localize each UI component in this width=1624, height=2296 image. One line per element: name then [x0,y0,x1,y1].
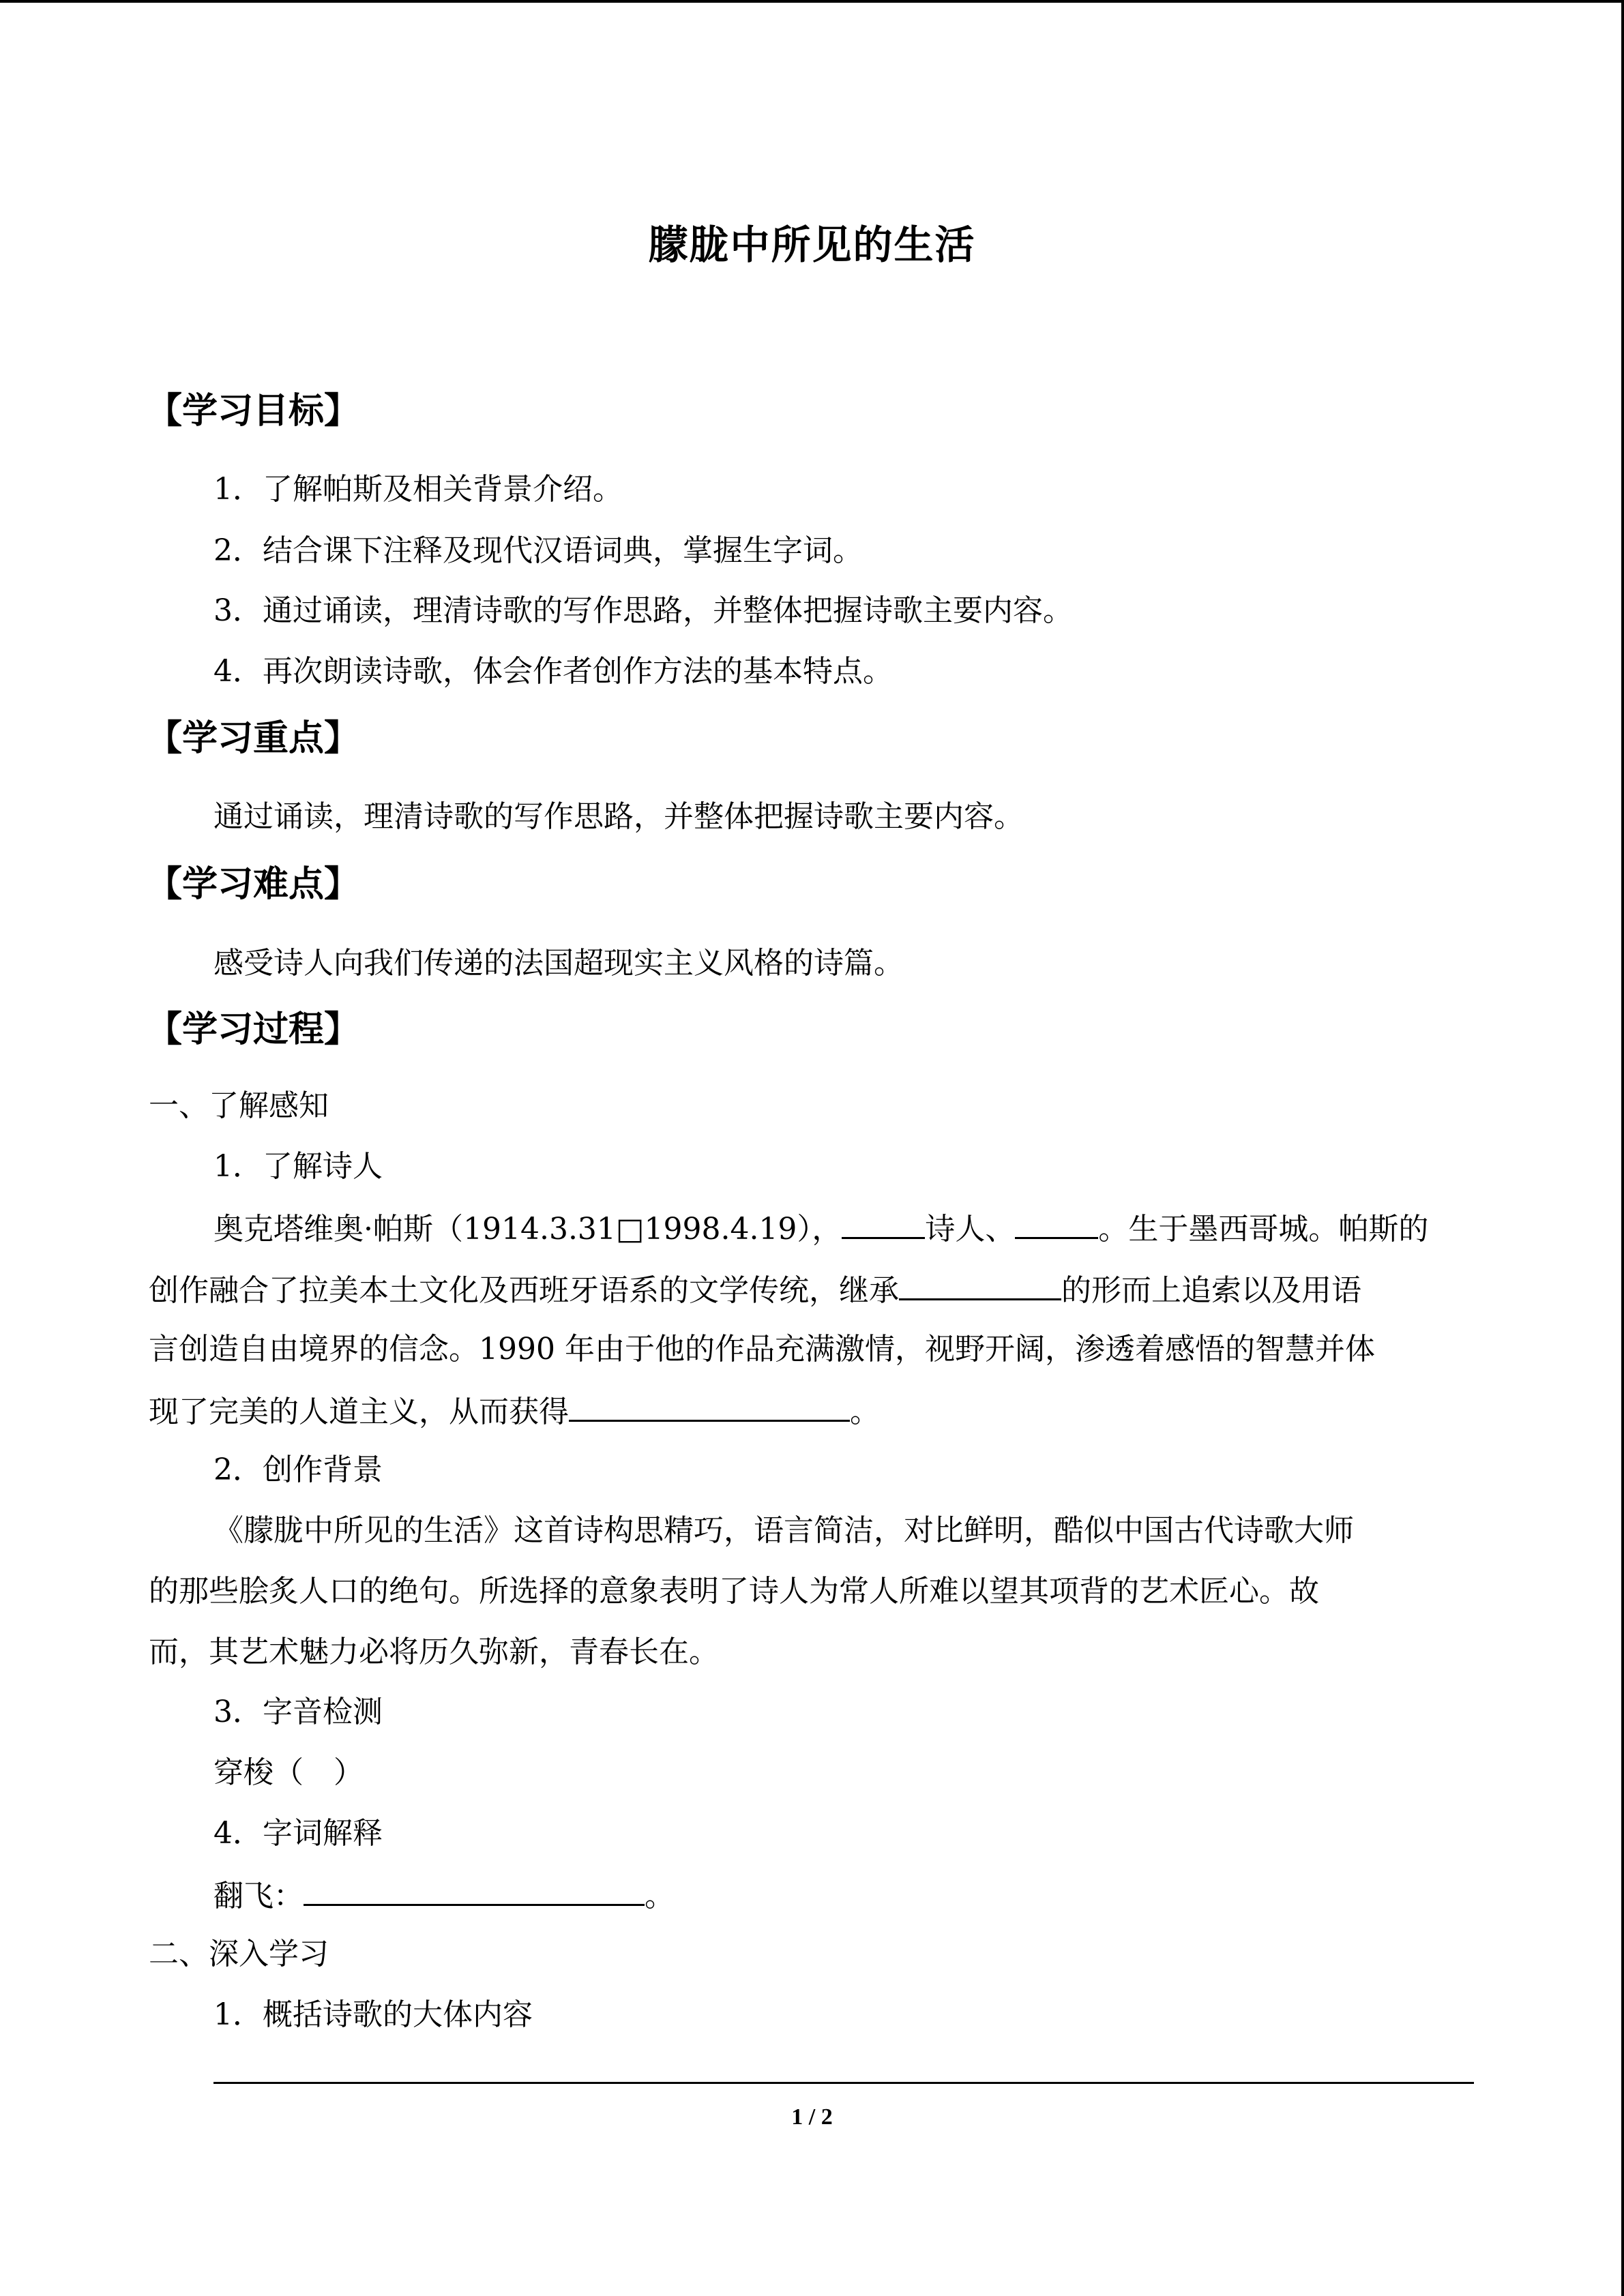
vocab-item [213,1874,675,1917]
section-heading-process: 【学习过程】 [147,1009,360,1050]
footer-divider [213,2082,1474,2084]
section-heading-key: 【学习重点】 [147,718,360,759]
page-title: 朦胧中所见的生活 [648,222,976,268]
difficulty-text: 感受诗人向我们传递的法国超现实主义风格的诗篇。 [213,946,904,981]
poet-intro-line-4 [149,1390,880,1433]
background-line-2: 的那些脍炙人口的绝句。所选择的意象表明了诗人为常人所难以望其项背的艺术匠心。故 [149,1574,1319,1609]
goal-item-1: 1．了解帕斯及相关背景介绍。 [213,472,623,507]
subsection-vocab-title: 4．字词解释 [213,1816,383,1851]
part-two-item-1: 1．概括诗歌的大体内容 [213,1997,533,2032]
poet-intro-line-2 [149,1268,1361,1311]
background-line-1: 《朦胧中所见的生活》这首诗构思精巧，语言简洁，对比鲜明，酷似中国古代诗歌大师 [213,1513,1354,1548]
subsection-background-title: 2．创作背景 [213,1452,383,1487]
goal-item-4: 4．再次朗读诗歌，体会作者创作方法的基本特点。 [213,654,893,689]
goal-item-2: 2．结合课下注释及现代汉语词典，掌握生字词。 [213,533,863,568]
poet-intro-text-e: 的形而上追索以及用语 [1061,1273,1361,1308]
poet-intro-line-3: 言创造自由境界的信念。1990 年由于他的作品充满激情，视野开阔，渗透着感悟的智慧并体 [149,1332,1375,1367]
goal-item-3: 3．通过诵读，理清诗歌的写作思路，并整体把握诗歌主要内容。 [213,593,1073,628]
poet-intro-text-d: 创作融合了拉美本土文化及西班牙语系的文学传统，继承 [149,1273,899,1308]
fill-blank-inherit[interactable] [899,1268,1061,1300]
poet-intro-text-f: 现了完美的人道主义，从而获得 [149,1395,569,1429]
part-one-heading: 一、了解感知 [149,1088,329,1123]
fill-blank-award[interactable] [569,1390,850,1422]
pronunciation-item: 穿梭（ ） [213,1755,364,1790]
vocab-term: 翻飞： [213,1879,304,1913]
poet-intro-line-1 [213,1207,1428,1250]
subsection-pronunciation-title: 3．字音检测 [213,1695,383,1729]
subsection-poet-title: 1．了解诗人 [213,1149,383,1184]
fill-blank-occupation[interactable] [1015,1207,1098,1239]
fill-blank-nationality[interactable] [842,1207,925,1239]
poet-intro-text-b: 诗人、 [925,1212,1016,1247]
key-point-text: 通过诵读，理清诗歌的写作思路，并整体把握诗歌主要内容。 [213,799,1024,834]
part-two-heading: 二、深入学习 [149,1937,329,1971]
section-heading-goals: 【学习目标】 [147,391,360,432]
vocab-period: 。 [645,1879,675,1913]
poet-intro-text-g: 。 [850,1395,880,1429]
page-border-top [0,0,1624,3]
page-number: 1 / 2 [791,2104,833,2130]
fill-blank-definition[interactable] [304,1874,645,1906]
page-border-right [1621,0,1624,2296]
poet-intro-text-c: 。生于墨西哥城。帕斯的 [1098,1212,1429,1247]
background-line-3: 而，其艺术魅力必将历久弥新，青春长在。 [149,1635,719,1669]
section-heading-difficulty: 【学习难点】 [147,864,360,905]
poet-intro-text-a: 奥克塔维奥·帕斯（1914.3.31□1998.4.19）， [213,1212,842,1247]
